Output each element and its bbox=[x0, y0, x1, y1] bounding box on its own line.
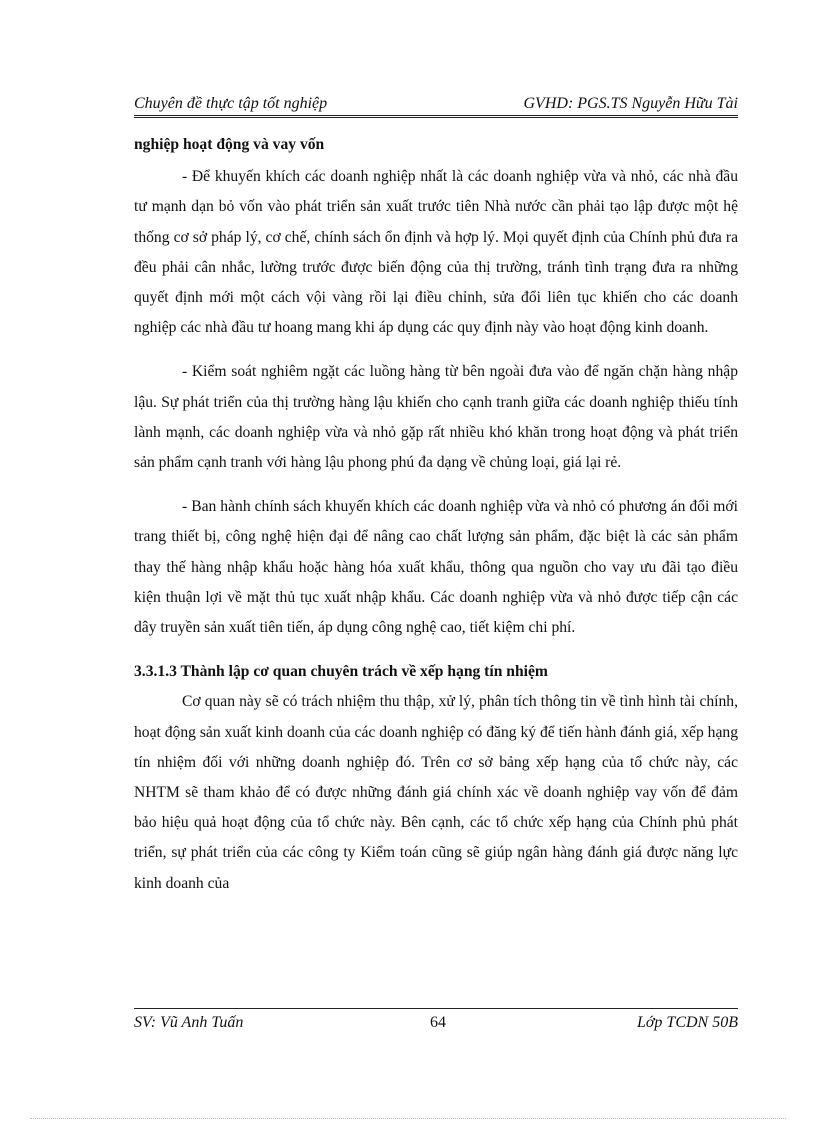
section-paragraph: Cơ quan này sẽ có trách nhiệm thu thập, xử lý, phân tích thông tin về tình hình tài chính, hoạt động sản xuất kinh doanh của các doanh nghiệp có đăng ký để tiến hành đánh giá, xếp hạng tín nhiệm đối với những doanh nghiệp đó. Trên cơ sở bảng xếp hạng của tổ chức này, các NHTM sẽ tham khảo để có được những đánh giá chính xác về doanh nghiệp vay vốn để đảm bảo hiệu quả hoạt động của tổ chức này. Bên cạnh, các tổ chức xếp hạng của Chính phủ phát triển, sự phát triển của các công ty Kiểm toán cũng sẽ giúp ngân hàng đánh giá được năng lực kinh doanh của bbox=[134, 693, 738, 892]
header-left-title: Chuyên đề thực tập tốt nghiệp bbox=[134, 95, 328, 112]
page-footer bbox=[134, 1008, 738, 1036]
header-right-advisor: GVHD: PGS.TS Nguyễn Hữu Tài bbox=[523, 95, 738, 112]
page-bottom-divider bbox=[30, 1118, 786, 1119]
footer-class: Lớp TCDN 50B bbox=[636, 1014, 738, 1031]
page-number: 64 bbox=[430, 1014, 446, 1031]
page-content bbox=[134, 130, 738, 899]
section-heading: 3.3.1.3 Thành lập cơ quan chuyên trách về xếp hạng tín nhiệm bbox=[134, 663, 548, 681]
paragraph-2: - Kiểm soát nghiêm ngặt các luồng hàng từ bên ngoài đưa vào để ngăn chặn hàng nhập lậu. Sự phát triển của thị trường hàng lậu khiến cho cạnh tranh giữa các doanh nghiệp thiếu tính lành mạnh, các doanh nghiệp vừa và nhỏ gặp rất nhiều khó khăn trong hoạt động và phát triển sản phẩm cạnh tranh với hàng lậu phong phú đa dạng về chủng loại, giá lại rẻ. bbox=[134, 363, 738, 472]
paragraph-1: - Để khuyến khích các doanh nghiệp nhất là các doanh nghiệp vừa và nhỏ, các nhà đầu tư mạnh dạn bỏ vốn vào phát triển sản xuất trước tiên Nhà nước cần phải tạo lập được một hệ thống cơ sở pháp lý, cơ chế, chính sách ổn định và hợp lý. Mọi quyết định của Chính phủ đưa ra đều phải cân nhắc, lường trước được biến động của thị trường, tránh tình trạng đưa ra những quyết định mới một cách vội vàng rồi lại điều chỉnh, sửa đổi liên tục khiến cho các doanh nghiệp các nhà đầu tư hoang mang khi áp dụng các quy định này vào hoạt động kinh doanh. bbox=[134, 168, 738, 337]
footer-student: SV: Vũ Anh Tuấn bbox=[134, 1014, 244, 1031]
continuation-line: nghiệp hoạt động và vay vốn bbox=[134, 136, 325, 153]
paragraph-3: - Ban hành chính sách khuyến khích các doanh nghiệp vừa và nhỏ có phương án đổi mới trang thiết bị, công nghệ hiện đại để nâng cao chất lượng sản phẩm, đặc biệt là các sản phẩm thay thế hàng nhập khẩu hoặc hàng hóa xuất khẩu, thông qua nguồn cho vay ưu đãi tạo điều kiện thuận lợi về mặt thủ tục xuất nhập khẩu. Các doanh nghiệp vừa và nhỏ được tiếp cận các dây truyền sản xuất tiên tiến, áp dụng công nghệ cao, tiết kiệm chi phí. bbox=[134, 498, 738, 637]
page-header bbox=[134, 92, 738, 118]
